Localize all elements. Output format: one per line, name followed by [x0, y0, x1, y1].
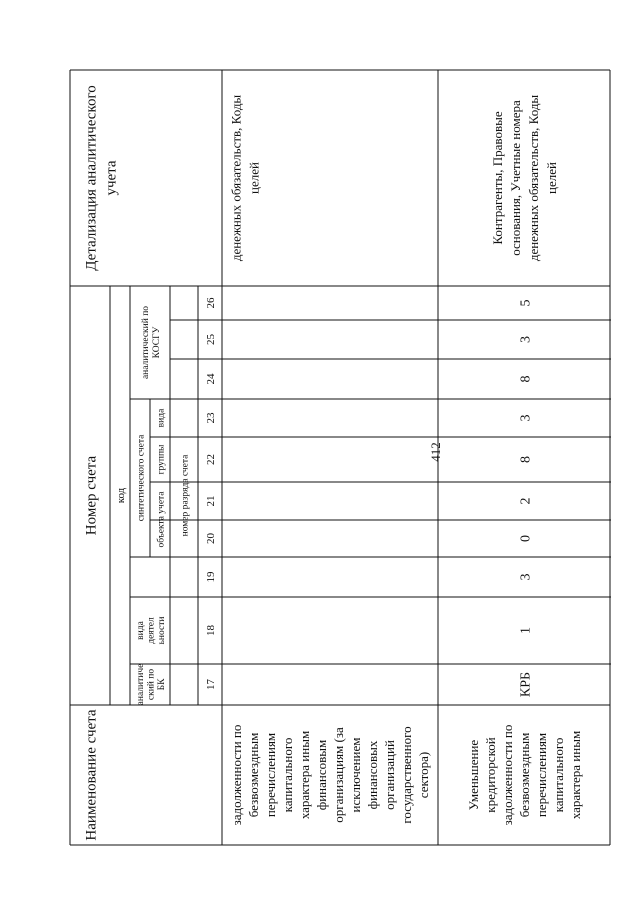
row-2-value-21 — [518, 498, 533, 505]
activity-type-header-line: деятел — [146, 617, 157, 644]
row-2-value-26 — [518, 300, 533, 307]
row-2-value-25 — [518, 336, 533, 343]
digit-label-26 — [205, 297, 217, 309]
row-1-name-line: финансовым — [314, 739, 330, 811]
digit-row-header — [180, 454, 190, 537]
analytic-bk-header-line: БК — [156, 678, 167, 691]
digit-label-24-line: 24 — [204, 373, 217, 385]
digit-label-18 — [205, 625, 217, 637]
row-2-detail-line: основания, Учетные номера — [508, 100, 524, 256]
row-2-detail-line: Контрагенты, Правовые — [490, 111, 506, 245]
row-1-name-line: сектора) — [416, 751, 432, 799]
row-2-detail-line: целей — [544, 162, 560, 194]
kod-header-line: код — [114, 487, 127, 504]
row-2-value-23 — [518, 415, 533, 422]
row-2-name-line: кредиторской — [483, 737, 499, 813]
synthetic-header-line: синтетического счета — [136, 434, 147, 522]
row-1-name-line: характера иным — [297, 730, 313, 820]
name-column-header — [83, 709, 99, 840]
digit-label-18-line: 18 — [204, 625, 217, 636]
name-column-header-line: Наименование счета — [83, 709, 100, 841]
digit-label-17 — [205, 679, 217, 691]
kosgu-header-line: аналитический по — [140, 305, 151, 380]
object-header-line: объекта учета — [156, 491, 167, 548]
digit-label-21 — [205, 496, 217, 507]
row-2-value-25-line: 3 — [518, 336, 534, 343]
row-2-name-line: перечислениям — [534, 732, 550, 818]
row-2-detail-line: денежных обязательств, Коды — [526, 94, 542, 262]
group-header — [156, 444, 166, 474]
row-2-value-22-line: 8 — [518, 456, 534, 463]
digit-label-25 — [205, 334, 217, 346]
row-2-value-17-line: КРБ — [518, 671, 534, 698]
digit-label-23-line: 23 — [204, 412, 217, 424]
row-1-detail-line: денежных обязательств, Коды — [228, 94, 244, 262]
row-2-value-18-line: 1 — [518, 627, 534, 634]
activity-type-header — [136, 617, 167, 645]
row-2-value-23-line: 3 — [518, 414, 534, 422]
activity-type-header-line: ьности — [156, 616, 167, 645]
row-2-value-19 — [518, 574, 533, 581]
number-column-header-line: Номер счета — [83, 455, 100, 536]
row-1-name-line: исключением — [348, 737, 364, 813]
digit-label-22 — [205, 454, 217, 465]
row-2-value-18 — [518, 627, 533, 634]
digit-row-header-line: номер разряда счета — [180, 454, 191, 537]
detail-column-header-line: учета — [103, 160, 120, 196]
row-2-value-21-line: 2 — [518, 497, 534, 505]
digit-label-23 — [205, 412, 217, 424]
row-1-detail-line: целей — [246, 162, 262, 194]
page-number: 412 — [428, 442, 443, 462]
row-1-name-line: безвозмездным — [246, 732, 262, 818]
kosgu-header-line: КОСГУ — [151, 326, 162, 359]
digit-label-19 — [205, 571, 217, 583]
detail-column-header-line: Детализация аналитического — [83, 85, 100, 271]
detail-column-header — [83, 85, 119, 271]
row-2-name-line: капитального — [551, 737, 567, 813]
row-1-name — [229, 725, 431, 826]
kind-header-line: вида — [156, 408, 167, 428]
digit-label-26-line: 26 — [204, 297, 217, 309]
row-1-detail — [229, 95, 262, 262]
digit-label-17-line: 17 — [204, 679, 217, 690]
row-1-name-line: государственного — [399, 726, 415, 824]
row-1-name-line: организациям (за — [331, 727, 347, 823]
row-2-value-22 — [518, 456, 533, 463]
digit-label-24 — [205, 373, 217, 385]
kosgu-header — [140, 306, 162, 379]
activity-type-header-line: вида — [135, 621, 146, 640]
row-2-value-26-line: 5 — [518, 299, 534, 307]
row-2-name-line: характера иным — [568, 730, 584, 820]
kod-header — [115, 487, 127, 503]
row-2-name — [466, 725, 583, 826]
digit-label-20 — [205, 533, 217, 545]
row-1-name-line: капитального — [280, 737, 296, 813]
row-2-name-line: задолженности по — [500, 724, 516, 826]
row-1-name-line: перечислениям — [263, 732, 279, 818]
row-1-name-line: финансовых — [365, 740, 381, 810]
analytic-bk-header — [136, 664, 167, 706]
digit-label-21-line: 21 — [204, 495, 217, 507]
row-2-value-17 — [518, 672, 533, 697]
number-column-header — [83, 455, 99, 535]
row-2-value-24-line: 8 — [518, 375, 534, 383]
analytic-bk-header-line: ский по — [146, 668, 157, 701]
object-header — [155, 491, 166, 548]
digit-label-19-line: 19 — [204, 571, 217, 583]
synthetic-header — [136, 434, 146, 521]
analytic-bk-header-line: аналитиче — [135, 663, 146, 706]
group-header-line: группы — [156, 444, 167, 475]
row-2-value-19-line: 3 — [518, 573, 534, 581]
row-1-name-line: задолженности по — [229, 724, 245, 826]
row-2-name-line: Уменьшение — [466, 739, 482, 811]
row-2-detail — [490, 95, 559, 262]
row-1-name-line: организаций — [382, 740, 398, 810]
kind-header — [156, 408, 166, 427]
row-2-name-line: безвозмездным — [517, 732, 533, 818]
digit-label-25-line: 25 — [204, 334, 217, 345]
digit-label-20-line: 20 — [204, 533, 217, 544]
row-2-value-20 — [518, 535, 533, 542]
digit-label-22-line: 22 — [204, 454, 217, 465]
row-2-value-20-line: 0 — [518, 535, 534, 542]
row-2-value-24 — [518, 376, 533, 383]
